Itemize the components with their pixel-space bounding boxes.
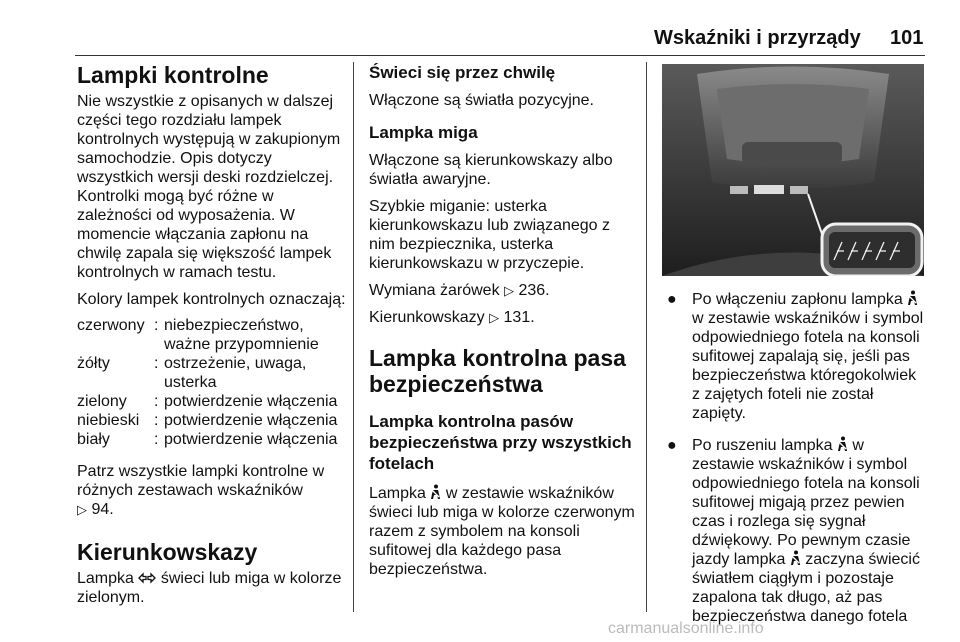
table-row xyxy=(77,411,352,430)
para-kier-2: świeci lub miga w kolorze zielonym. xyxy=(77,570,342,606)
triangle-reference-icon: ▷ xyxy=(489,310,500,325)
page-header-title: Wskaźniki i przyrządy xyxy=(654,27,861,49)
para-kier-text: Kierunkowskazy xyxy=(369,309,485,326)
para-wymiana-text: Wymiana żarówek xyxy=(369,282,500,299)
para-miga: Włączone są kierunkowskazy albo światła awaryjne. xyxy=(369,152,613,188)
color-table xyxy=(77,316,352,449)
color-name: biały xyxy=(77,431,110,448)
para-wymiana xyxy=(369,281,639,300)
color-name: niebieski xyxy=(77,412,140,429)
color-sep: : xyxy=(154,431,159,448)
color-sep: : xyxy=(154,317,159,334)
para-intro: Nie wszystkie z opisanych w dalszej części tego rozdziału lampek kontrolnych występują w zakupionym samochodzie. Opis dotyczy wszystkich wersji deski rozdzielczej. Kontrolki mogą być różne w zależności od wyposażenia. W momencie włączania zapłonu na chwilę zapala się większość lampek kontrolnych w ramach testu. xyxy=(77,93,341,281)
watermark: carmanualsonline.info xyxy=(608,620,764,637)
bullet-text-a: Po ruszeniu lampka xyxy=(692,437,833,454)
seatbelt-person-icon xyxy=(790,550,801,566)
bullet-text-b: w zestawie wskaźników i symbol odpowiedniego fotela na konsoli sufitowej migają przez pewien czas i rozlega się sygnał dźwiękowy. Po pewnym czasie jazdy lampka xyxy=(692,437,920,568)
color-meaning: potwierdzenie włączenia xyxy=(164,393,338,410)
bullet-text-b: w zestawie wskaźników i symbol odpowiedniego fotela na konsoli sufitowej zapalają się, jeśli pas bezpieczeństwa któregokolwiek z zajętych foteli nie został zapięty. xyxy=(692,310,924,422)
heading-pasow: Lampka kontrolna pasów bezpieczeństwa przy wszystkich fotelach xyxy=(369,412,632,473)
para-patrz-text: Patrz wszystkie lampki kontrolne w różnych zestawach wskaźników xyxy=(77,463,325,499)
table-row xyxy=(77,392,352,411)
table-row xyxy=(77,354,352,392)
para-kierunkowskazy xyxy=(77,569,347,607)
column-3 xyxy=(662,62,924,626)
list-item xyxy=(662,290,924,423)
para-kolory: Kolory lampek kontrolnych oznaczają: xyxy=(77,291,346,308)
column-2 xyxy=(369,62,639,579)
heading-lampki-kontrolne: Lampki kontrolne xyxy=(77,62,269,88)
para-patrz-ref[interactable]: 94. xyxy=(91,501,114,518)
bullet-text-a: Po włączeniu zapłonu lampka xyxy=(692,291,903,308)
para-lampka xyxy=(369,484,639,579)
heading-swieci: Świeci się przez chwilę xyxy=(369,63,556,82)
color-name: czerwony xyxy=(77,317,145,334)
color-name: żółty xyxy=(77,355,110,372)
para-lampka-1: Lampka xyxy=(369,485,426,502)
seatbelt-person-icon xyxy=(430,484,441,500)
overhead-console-illustration xyxy=(662,64,924,276)
para-szybkie: Szybkie miganie: usterka kierunkowskazu lub związanego z nim bezpiecznika, usterka kierunkowskazu w przyczepie. xyxy=(369,198,611,272)
column-1 xyxy=(77,62,347,607)
color-meaning: niebezpieczeństwo, ważne przypomnienie xyxy=(164,317,319,353)
seatbelt-person-icon xyxy=(907,290,918,306)
seatbelt-person-icon xyxy=(837,436,848,452)
color-meaning: potwierdzenie włączenia xyxy=(164,431,338,448)
turn-signal-arrows-icon xyxy=(138,572,156,584)
heading-pas: Lampka kontrolna pasa bezpieczeństwa xyxy=(369,345,626,397)
header-rule xyxy=(75,55,925,56)
color-sep: : xyxy=(154,355,159,372)
bullet-text-c: zaczyna świecić światłem ciągłym i pozostaje zapalona tak długo, aż pas bezpieczeństwa danego fotela xyxy=(692,551,920,625)
triangle-reference-icon: ▷ xyxy=(504,283,515,298)
overhead-console-photo xyxy=(662,64,924,276)
para-kier-ref-num[interactable]: 131. xyxy=(503,309,535,326)
bullet-icon: ● xyxy=(667,291,677,308)
table-row xyxy=(77,316,352,354)
bullet-icon: ● xyxy=(667,437,677,454)
para-kier-1: Lampka xyxy=(77,570,134,587)
table-row xyxy=(77,430,352,449)
heading-miga: Lampka miga xyxy=(369,123,478,142)
para-kier-ref xyxy=(369,308,639,327)
column-divider-1 xyxy=(353,62,354,612)
color-meaning: potwierdzenie włączenia xyxy=(164,412,338,429)
para-swieci: Włączone są światła pozycyjne. xyxy=(369,92,594,109)
color-name: zielony xyxy=(77,393,127,410)
triangle-reference-icon: ▷ xyxy=(77,502,87,517)
column-divider-2 xyxy=(646,62,647,612)
seatbelt-bullet-list xyxy=(662,290,924,626)
heading-kierunkowskazy: Kierunkowskazy xyxy=(77,539,258,565)
list-item xyxy=(662,436,924,626)
color-sep: : xyxy=(154,412,159,429)
para-lampka-2: w zestawie wskaźników świeci lub miga w kolorze czerwonym razem z symbolem na konsoli sufitowej dla każdego pasa bezpieczeństwa. xyxy=(369,485,635,578)
color-meaning: ostrzeżenie, uwaga, usterka xyxy=(164,355,307,391)
para-wymiana-ref[interactable]: 236. xyxy=(518,282,550,299)
page-number: 101 xyxy=(890,27,924,49)
para-patrz xyxy=(77,462,347,519)
color-sep: : xyxy=(154,393,159,410)
